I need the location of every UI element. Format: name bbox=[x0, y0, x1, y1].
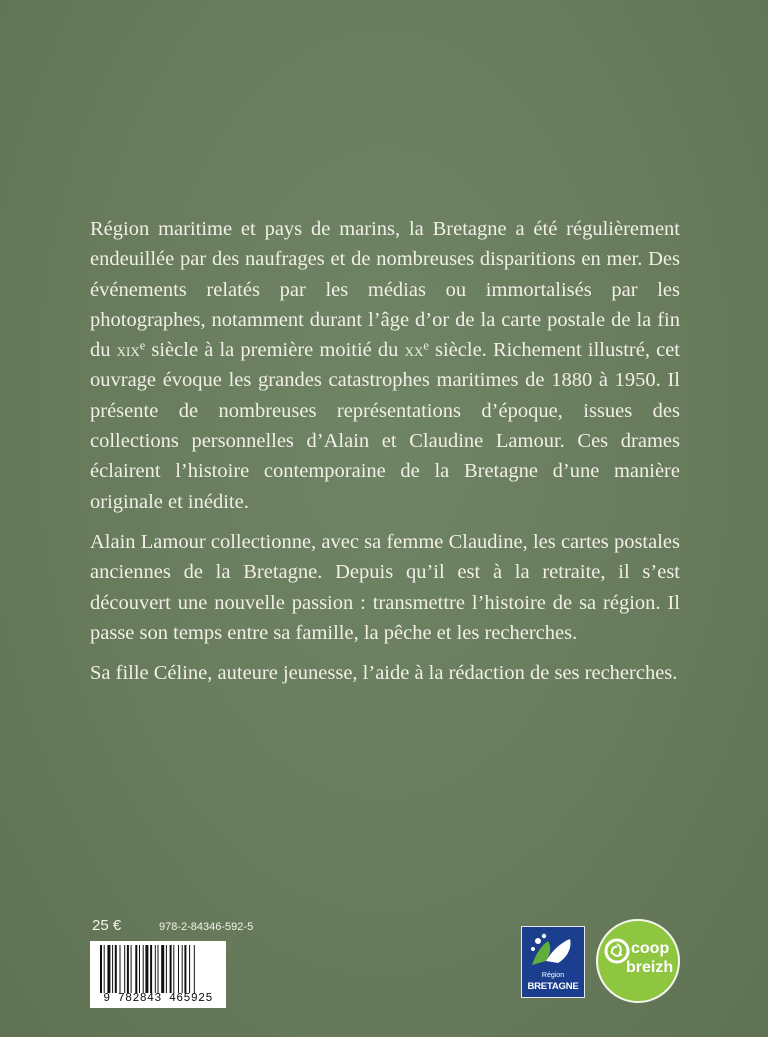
barcode-bars-icon bbox=[100, 945, 216, 993]
paragraph-summary: Région maritime et pays de marins, la Bretagne a été régulièrement endeuillée par des naufrages et de nombreuses disparitions en mer. Des événements relatés par les médias ou immortalisés par les photographes, notamment durant l’âge d’or de la carte postale de la fin du xix$^e$ siècle à la première moitié du $xx^e$ siècle. Richement illustré, cet ouvrage évoque les grandes catastrophes maritimes de 1880 à 1950. Il présente de nombreuses représentations d’époque, issues des collections personnelles d’Alain et Claudine Lamour. Ces drames éclairent l’histoire contemporaine de la Bretagne d’une manière originale et inédite. bbox=[90, 218, 681, 513]
coop-breizh-logo bbox=[596, 919, 680, 1003]
paragraph-coauthor: Sa fille Céline, auteure jeunesse, l’aide à la rédaction de ses recherches. bbox=[90, 662, 678, 685]
coop-logo-text-2: breizh bbox=[626, 959, 674, 976]
barcode bbox=[90, 941, 226, 1008]
coop-logo-text-1: coop bbox=[631, 940, 670, 957]
region-bretagne-logo bbox=[521, 926, 585, 998]
barcode-digits: 9 782843 465925 bbox=[103, 992, 213, 1005]
century-numeral: xix bbox=[116, 340, 140, 361]
superscript: e bbox=[139, 338, 146, 353]
region-logo-small-text: Région bbox=[541, 972, 565, 979]
century-numeral: xx bbox=[404, 340, 424, 361]
price-label: 25 € bbox=[92, 917, 122, 934]
isbn-label: 978-2-84346-592-5 bbox=[159, 921, 254, 933]
region-logo-big-text: BRETAGNE bbox=[527, 981, 579, 992]
paragraph-author: Alain Lamour collectionne, avec sa femme Claudine, les cartes postales anciennes de la Bretagne. Depuis qu’il est à la retraite, il s’est découvert une nouvelle passion : transmettre l’histoire de sa région. Il passe son temps entre sa famille, la pêche et les recherches. bbox=[90, 530, 680, 644]
region-bretagne-emblem-icon bbox=[528, 931, 578, 971]
superscript: e bbox=[423, 338, 429, 353]
blurb-text bbox=[90, 214, 680, 698]
